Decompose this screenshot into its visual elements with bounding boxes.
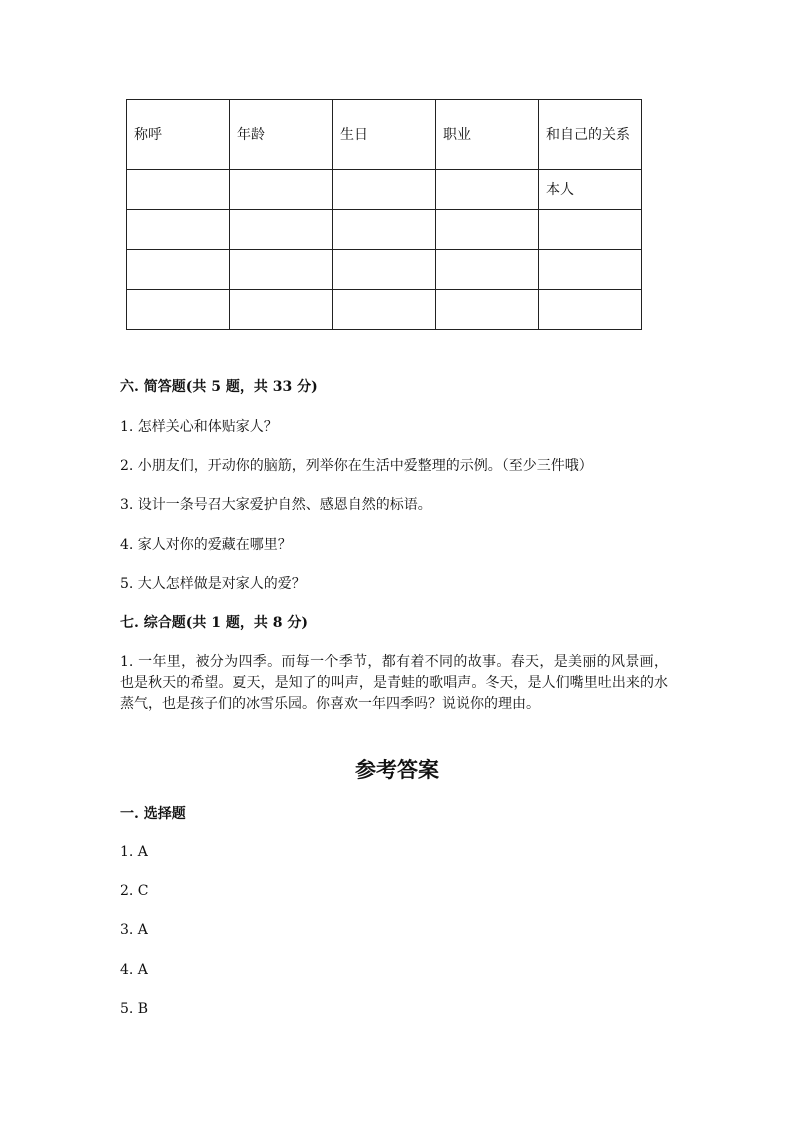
family-info-table xyxy=(126,99,642,330)
answer-item-2: 2. C xyxy=(120,883,149,899)
table-cell[interactable] xyxy=(333,210,436,250)
table-header-row xyxy=(127,100,642,170)
section6-question-3: 3. 设计一条号召大家爱护自然、感恩自然的标语。 xyxy=(120,497,432,513)
table-cell[interactable] xyxy=(127,290,230,330)
answer-item-3: 3. A xyxy=(120,922,148,938)
table-cell[interactable] xyxy=(230,170,333,210)
table-row xyxy=(127,250,642,290)
answer-item-5: 5. B xyxy=(120,1001,149,1017)
header-cell-occupation: 职业 xyxy=(436,100,539,170)
table-cell[interactable] xyxy=(230,250,333,290)
table-row xyxy=(127,290,642,330)
table-cell[interactable] xyxy=(436,210,539,250)
table-cell[interactable] xyxy=(333,290,436,330)
table-row xyxy=(127,170,642,210)
table-row xyxy=(127,210,642,250)
table-cell[interactable] xyxy=(127,250,230,290)
section6-title: 六. 简答题(共 5 题，共 33 分) xyxy=(120,379,318,395)
section7-title: 七. 综合题(共 1 题，共 8 分) xyxy=(120,615,308,631)
table-cell[interactable] xyxy=(127,210,230,250)
answers-title: 参考答案 xyxy=(355,757,439,782)
header-cell-age: 年龄 xyxy=(230,100,333,170)
table-cell[interactable] xyxy=(230,210,333,250)
table-cell[interactable] xyxy=(333,170,436,210)
answer-item-4: 4. A xyxy=(120,962,148,978)
table-cell[interactable]: 本人 xyxy=(539,170,642,210)
answers-section1-title: 一. 选择题 xyxy=(120,806,186,822)
table-cell[interactable] xyxy=(333,250,436,290)
table-cell[interactable] xyxy=(127,170,230,210)
table-cell[interactable] xyxy=(436,170,539,210)
header-cell-relation: 和自己的关系 xyxy=(539,100,642,170)
table-cell[interactable] xyxy=(539,210,642,250)
section6-question-5: 5. 大人怎样做是对家人的爱？ xyxy=(120,576,306,592)
table-cell[interactable] xyxy=(436,250,539,290)
section7-question-1: 1. 一年里，被分为四季。而每一个季节，都有着不同的故事。春天，是美丽的风景画，也是秋天的希望。夏天，是知了的叫声，是青蛙的歌唱声。冬天，是人们嘴里吐出来的水蒸气，也是孩子们的冰雪乐园。你喜欢一年四季吗？说说你的理由。 xyxy=(120,654,668,712)
section6-question-2: 2. 小朋友们，开动你的脑筋，列举你在生活中爱整理的示例。（至少三件哦） xyxy=(120,458,593,474)
answer-item-1: 1. A xyxy=(120,844,148,860)
header-cell-birthday: 生日 xyxy=(333,100,436,170)
table-cell[interactable] xyxy=(230,290,333,330)
table-cell[interactable] xyxy=(436,290,539,330)
section6-question-1: 1. 怎样关心和体贴家人？ xyxy=(120,419,278,435)
table-cell[interactable] xyxy=(539,290,642,330)
section6-question-4: 4. 家人对你的爱藏在哪里？ xyxy=(120,537,292,553)
header-cell-title: 称呼 xyxy=(127,100,230,170)
table-cell[interactable] xyxy=(539,250,642,290)
